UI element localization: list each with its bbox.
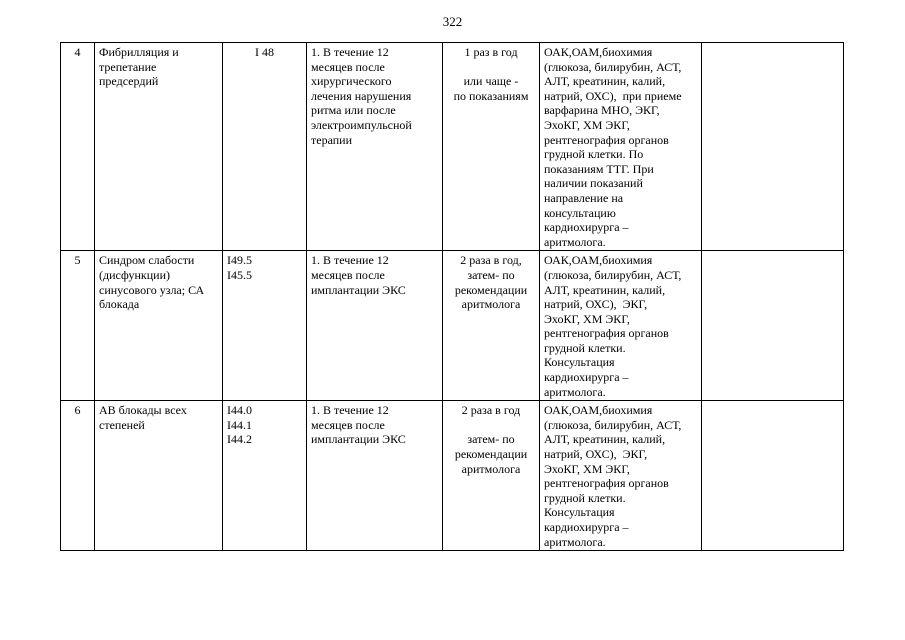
text-line: предсердий — [99, 74, 159, 89]
text-line: натрий, ОХС), ЭКГ, — [544, 447, 648, 462]
text-line: или чаще - — [463, 74, 519, 89]
text-line: 2 раза в год — [461, 403, 521, 418]
text-line: степеней — [99, 417, 145, 432]
text-line: электроимпульсной — [311, 117, 412, 132]
text-line: рентгенография органов — [544, 132, 669, 147]
text-line: грудной клетки. — [544, 490, 626, 505]
text-line: терапии — [311, 132, 353, 147]
visit-frequency — [443, 251, 540, 401]
text-line: ЭхоКГ, ХМ ЭКГ, — [544, 117, 630, 132]
icd-codes — [223, 43, 307, 251]
diagnosis-name — [95, 251, 223, 401]
text-line: АВ блокады всех — [99, 403, 187, 418]
visit-frequency — [443, 401, 540, 551]
text-line: затем- по — [467, 267, 515, 282]
text-line: (глюкоза, билирубин, АСТ, — [544, 59, 682, 74]
text-line: месяцев после — [311, 267, 385, 282]
text-line: имплантации ЭКС — [311, 282, 406, 297]
examinations — [540, 401, 702, 551]
text-line: Консультация — [544, 355, 615, 370]
text-line: аритмолога. — [544, 234, 606, 249]
text-line: аритмолога — [461, 461, 521, 476]
text-line: аритмолога. — [544, 384, 606, 399]
text-line: натрий, ОХС), при приеме — [544, 88, 682, 103]
text-line: 1 раз в год — [464, 45, 518, 59]
text-line: синусового узла; СА — [99, 282, 205, 297]
examinations — [540, 251, 702, 401]
text-line: натрий, ОХС), ЭКГ, — [544, 297, 648, 312]
text-line: грудной клетки. — [544, 340, 626, 355]
text-line: рекомендации — [454, 447, 528, 462]
text-line: направление на — [544, 190, 624, 205]
text-line: имплантации ЭКС — [311, 432, 406, 447]
diagnosis-name — [95, 401, 223, 551]
examinations — [540, 43, 702, 251]
table-row — [61, 401, 844, 551]
text-line: 2 раза в год, — [460, 253, 522, 268]
text-line: I44.2 — [227, 432, 252, 447]
text-line: Синдром слабости — [99, 253, 195, 268]
row-number: 4 — [61, 43, 95, 251]
text-line: (глюкоза, билирубин, АСТ, — [544, 417, 682, 432]
text-line: кардиохирурга – — [544, 370, 629, 385]
text-line: I45.5 — [227, 267, 252, 282]
observation-term — [307, 43, 443, 251]
text-line: I44.0 — [227, 403, 252, 418]
text-line: ОАК,ОАМ,биохимия — [544, 45, 653, 59]
text-line: ЭхоКГ, ХМ ЭКГ, — [544, 311, 630, 326]
text-line: рекомендации — [454, 282, 528, 297]
row-number: 5 — [61, 251, 95, 401]
observation-term — [307, 401, 443, 551]
icd-codes — [223, 401, 307, 551]
dispensary-table — [60, 42, 844, 551]
text-line: рентгенография органов — [544, 476, 669, 491]
text-line: по показаниям — [453, 88, 529, 103]
blank-line — [447, 60, 535, 75]
text-line: ОАК,ОАМ,биохимия — [544, 253, 653, 268]
text-line: наличии показаний — [544, 176, 643, 191]
text-line: консультацию — [544, 205, 616, 220]
observation-term — [307, 251, 443, 401]
text-line: ЭхоКГ, ХМ ЭКГ, — [544, 461, 630, 476]
extra-cell — [702, 401, 844, 551]
text-line: месяцев после — [311, 417, 385, 432]
text-line: лечения нарушения — [311, 88, 412, 103]
text-line: АЛТ, креатинин, калий, — [544, 282, 666, 297]
text-line: ОАК,ОАМ,биохимия — [544, 403, 653, 418]
text-line: I44.1 — [227, 417, 252, 432]
page-number: 322 — [442, 14, 463, 29]
text-line: месяцев после — [311, 59, 385, 74]
blank-line — [447, 418, 535, 433]
text-line: 1. В течение 12 — [311, 253, 389, 268]
row-number: 6 — [61, 401, 95, 551]
text-line: АЛТ, креатинин, калий, — [544, 432, 666, 447]
text-line: грудной клетки. По — [544, 147, 644, 162]
text-line: 1. В течение 12 — [311, 45, 389, 59]
text-line: кардиохирурга – — [544, 520, 629, 534]
text-line: варфарина МНО, ЭКГ, — [544, 103, 660, 118]
extra-cell — [702, 251, 844, 401]
text-line: трепетание — [99, 59, 157, 74]
text-line: Консультация — [544, 505, 615, 520]
text-line: аритмолога — [461, 297, 521, 312]
text-line: (глюкоза, билирубин, АСТ, — [544, 267, 682, 282]
text-line: I 48 — [255, 45, 274, 59]
table-row — [61, 43, 844, 251]
text-line: I49.5 — [227, 253, 252, 268]
text-line: рентгенография органов — [544, 326, 669, 341]
text-line: Фибрилляция и — [99, 45, 179, 59]
extra-cell — [702, 43, 844, 251]
text-line: кардиохирурга – — [544, 220, 629, 235]
text-line: АЛТ, креатинин, калий, — [544, 74, 666, 89]
text-line: ритма или после — [311, 103, 396, 118]
visit-frequency — [443, 43, 540, 251]
text-line: затем- по — [467, 432, 515, 447]
text-line: блокада — [99, 297, 140, 312]
table-row — [61, 251, 844, 401]
icd-codes — [223, 251, 307, 401]
diagnosis-name — [95, 43, 223, 251]
text-line: аритмолога. — [544, 534, 606, 549]
text-line: 1. В течение 12 — [311, 403, 389, 418]
text-line: хирургического — [311, 74, 392, 89]
text-line: (дисфункции) — [99, 267, 170, 282]
text-line: показаниям ТТГ. При — [544, 161, 654, 176]
